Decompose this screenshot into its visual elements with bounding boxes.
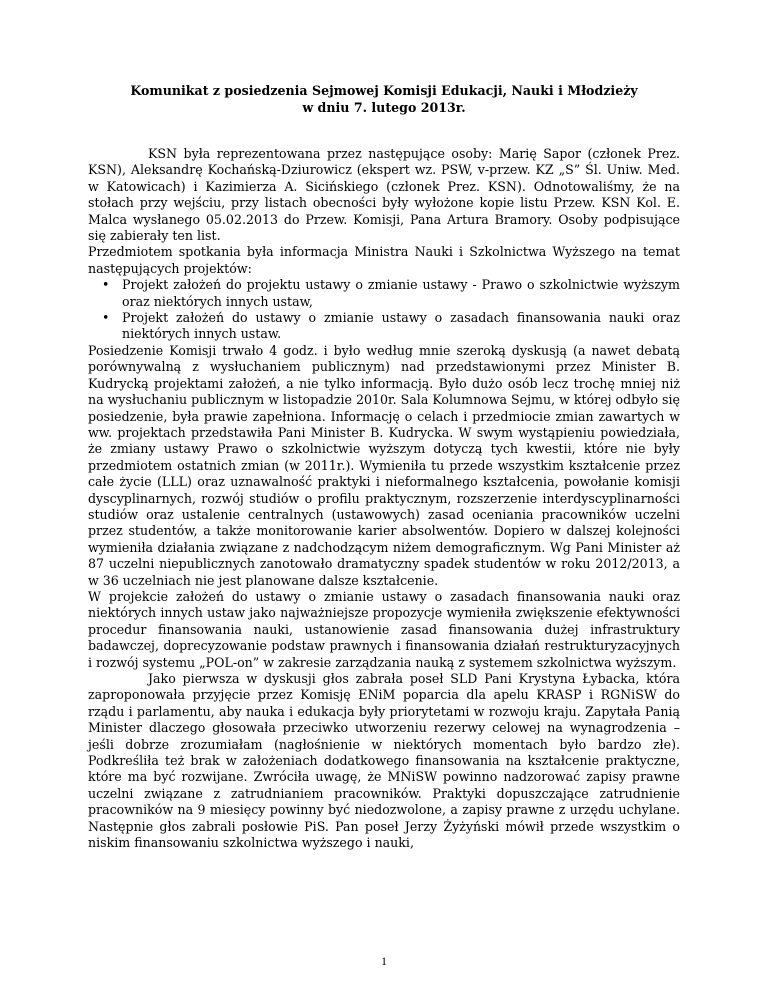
title-line-2: w dniu 7. lutego 2013r.: [302, 100, 466, 115]
list-item-text: Projekt założeń do ustawy o zmianie ustawy o zasadach finansowania nauki oraz niektórych innych ustaw.: [122, 310, 680, 342]
paragraph-representation: KSN była reprezentowana przez następujące osoby: Marię Sapor (członek Prez. KSN), Aleksandrę Kochańską-Dziurowicz (ekspert wz. PSW, v-przew. KZ „S” Śl. Uniw. Med. w Katowicach) i Kazimierza A. Sicińskiego (członek Prez. KSN). Odnotowaliśmy, że na stołach przy wejściu, przy listach obecności były wyłożone kopie listu Przew. KSN Kol. E. Malca wysłanego 05.02.2013 do Przew. Komisji, Pana Artura Bramory. Osoby podpisujące się zabierały ten list.: [88, 146, 680, 244]
projects-list: [88, 277, 680, 343]
list-item-text: Projekt założeń do projektu ustawy o zmianie ustawy - Prawo o szkolnictwie wyższym oraz niektórych innych ustaw,: [122, 277, 680, 309]
bullet-icon: •: [102, 310, 110, 326]
document-page: [88, 82, 680, 851]
paragraph-session-summary: Posiedzenie Komisji trwało 4 godz. i było według mnie szeroką dyskusją (a nawet debatą porównywalną z wysłuchaniem publicznym) nad przedstawionymi przez Minister B. Kudrycką projektami założeń, a nie tylko informacją. Było dużo osób lecz trochę mniej niż na wysłuchaniu publicznym w listopadzie 2010r. Sala Kolumnowa Sejmu, w której odbyło się posiedzenie, była prawie zapełniona. Informację o celach i przedmiocie zmian zawartych w ww. projektach przedstawiła Pani Minister B. Kudrycka. W swym wystąpieniu powiedziała, że zmiany ustawy Prawo o szkolnictwie wyższym dotyczą tych kwestii, które nie były przedmiotem ostatnich zmian (w 2011r.). Wymieniła tu przede wszystkim kształcenie przez całe życie (LLL) oraz uznawalność praktyki i nieformalnego kształcenia, powołanie komisji dyscyplinarnych, rozwój studiów o profilu praktycznym, rozszerzenie interdyscyplinarności studiów oraz ustalenie centralnych (ustawowych) zasad oceniania pracowników uczelni przez studentów, a także monitorowanie karier absolwentów. Dopiero w dalszej kolejności wymieniła działania związane z nadchodzącym niżem demograficznym. Wg Pani Minister aż 87 uczelni niepublicznych zanotowało dramatyczny spadek studentów w roku 2012/2013, a w 36 uczelniach nie jest planowane dalsze kształcenie.: [88, 342, 680, 588]
title-line-1: Komunikat z posiedzenia Sejmowej Komisji Edukacji, Nauki i Młodzieży: [130, 83, 638, 98]
paragraph-financing-project: W projekcie założeń do ustawy o zmianie ustawy o zasadach finansowania nauki oraz niektórych innych ustaw jako najważniejsze propozycje wymieniła zwiększenie efektywności procedur finansowania nauki, ustanowienie zasad finansowania dużej infrastruktury badawczej, doprecyzowanie podstaw prawnych i finansowania działań restrukturyzacyjnych i rozwój systemu „POL-on” w zakresie zarządzania nauką z systemem szkolnictwa wyższym.: [88, 588, 680, 670]
paragraph-meeting-subject: Przedmiotem spotkania była informacja Ministra Nauki i Szkolnictwa Wyższego na temat następujących projektów:: [88, 244, 680, 276]
document-title: [88, 82, 680, 116]
page-number: 1: [381, 954, 387, 968]
paragraph-discussion: Jako pierwsza w dyskusji głos zabrała poseł SLD Pani Krystyna Łybacka, która zaproponowała przyjęcie przez Komisję ENiM poparcia dla apelu KRASP i RGNiSW do rządu i parlamentu, aby nauka i edukacja były priorytetami w rozwoju kraju. Zapytała Panią Minister dlaczego głosowała przeciwko utworzeniu rezerwy celowej na wynagrodzenia – jeśli dobrze zrozumiałam (nagłośnienie w niektórych momentach było bardzo złe). Podkreśliła też brak w założeniach dodatkowego finansowania na kształcenie praktyczne, które ma być rozwijane. Zwróciła uwagę, że MNiSW powinno nadzorować zapisy prawne uczelni związane z zatrudnianiem pracowników. Praktyki dopuszczające zatrudnienie pracowników na 9 miesięcy powinny być niedozwolone, a zapisy prawne z urzędu uchylane. Następnie głos zabrali posłowie PiS. Pan poseł Jerzy Żyżyński mówił przede wszystkim o niskim finansowaniu szkolnictwa wyższego i nauki,: [88, 671, 680, 851]
list-item: [102, 310, 680, 343]
bullet-icon: •: [102, 277, 110, 293]
list-item: [102, 277, 680, 310]
